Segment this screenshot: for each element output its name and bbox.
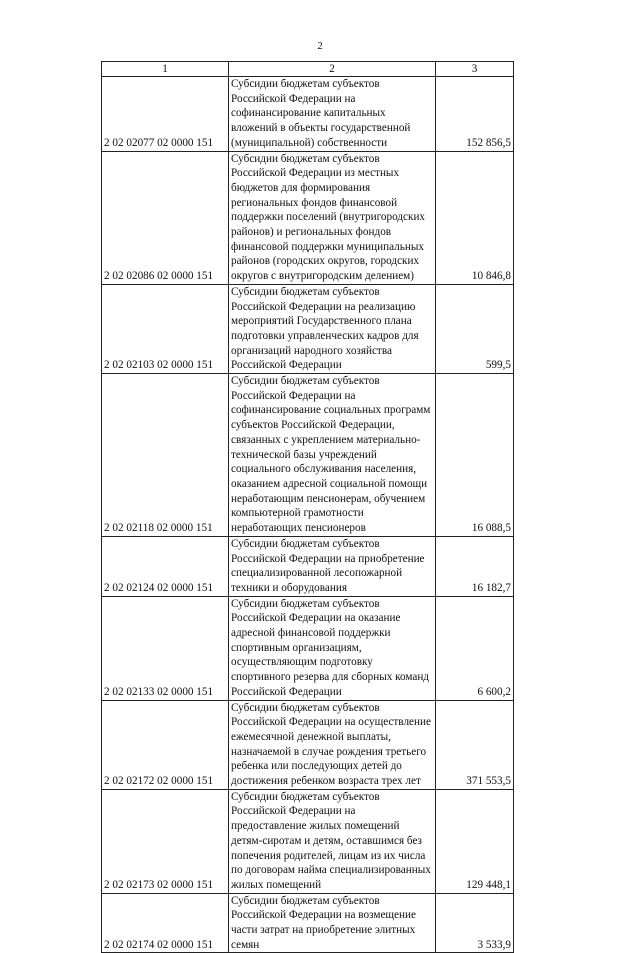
- description-cell: Субсидии бюджетам субъектов Российской Федерации на софинансирование капитальных вложений в объекты государственной (муниципальной) собственности: [229, 77, 436, 152]
- description-cell: Субсидии бюджетам субъектов Российской Федерации на софинансирование социальных программ субъектов Российской Федерации, связанных с укреплением материально-технической базы учреждений социального обслуживания населения, оказанием адресной социальной помощи неработающим пенсионерам, обучением компьютерной грамотности неработающих пенсионеров: [229, 374, 436, 537]
- budget-code-cell: 2 02 02174 02 0000 151: [102, 893, 229, 953]
- table-row: [102, 374, 514, 537]
- table-row: [102, 77, 514, 152]
- amount-cell: 16 182,7: [436, 536, 514, 596]
- budget-code-cell: 2 02 02124 02 0000 151: [102, 536, 229, 596]
- description-cell: Субсидии бюджетам субъектов Российской Федерации на осуществление ежемесячной денежной выплаты, назначаемой в случае рождения третьего ребенка или последующих детей до достижения ребенком возраста трех лет: [229, 700, 436, 789]
- table-body: [102, 77, 514, 953]
- table-row: [102, 596, 514, 700]
- description-cell: Субсидии бюджетам субъектов Российской Федерации на реализацию мероприятий Государственного плана подготовки управленческих кадров для организаций народного хозяйства Российской Федерации: [229, 284, 436, 373]
- budget-code-cell: 2 02 02133 02 0000 151: [102, 596, 229, 700]
- table-row: [102, 151, 514, 284]
- budget-table: [101, 61, 514, 953]
- amount-cell: 3 533,9: [436, 893, 514, 953]
- description-cell: Субсидии бюджетам субъектов Российской Федерации на возмещение части затрат на приобретение элитных семян: [229, 893, 436, 953]
- budget-code-cell: 2 02 02103 02 0000 151: [102, 284, 229, 373]
- amount-cell: 10 846,8: [436, 151, 514, 284]
- budget-code-cell: 2 02 02172 02 0000 151: [102, 700, 229, 789]
- budget-code-cell: 2 02 02077 02 0000 151: [102, 77, 229, 152]
- budget-code-cell: 2 02 02173 02 0000 151: [102, 789, 229, 893]
- table-row: [102, 789, 514, 893]
- column-header-description: 2: [229, 62, 436, 77]
- table-row: [102, 893, 514, 953]
- amount-cell: 129 448,1: [436, 789, 514, 893]
- column-header-code: 1: [102, 62, 229, 77]
- table-row: [102, 536, 514, 596]
- budget-code-cell: 2 02 02118 02 0000 151: [102, 374, 229, 537]
- table-row: [102, 700, 514, 789]
- table-row: [102, 284, 514, 373]
- description-cell: Субсидии бюджетам субъектов Российской Федерации на приобретение специализированной лесопожарной техники и оборудования: [229, 536, 436, 596]
- amount-cell: 152 856,5: [436, 77, 514, 152]
- amount-cell: 16 088,5: [436, 374, 514, 537]
- table-header: [102, 62, 514, 77]
- amount-cell: 371 553,5: [436, 700, 514, 789]
- description-cell: Субсидии бюджетам субъектов Российской Федерации на предоставление жилых помещений детям-сиротам и детям, оставшимся без попечения родителей, лицам из их числа по договорам найма специализированных жилых помещений: [229, 789, 436, 893]
- amount-cell: 6 600,2: [436, 596, 514, 700]
- column-header-amount: 3: [436, 62, 514, 77]
- description-cell: Субсидии бюджетам субъектов Российской Федерации из местных бюджетов для формирования региональных фондов финансовой поддержки поселений (внутригородских районов) и региональных фондов финансовой поддержки муниципальных районов (городских округов, городских округов с внутригородским делением): [229, 151, 436, 284]
- page-number: 2: [317, 40, 323, 52]
- amount-cell: 599,5: [436, 284, 514, 373]
- description-cell: Субсидии бюджетам субъектов Российской Федерации на оказание адресной финансовой поддержки спортивным организациям, осуществляющим подготовку спортивного резерва для сборных команд Российской Федерации: [229, 596, 436, 700]
- budget-code-cell: 2 02 02086 02 0000 151: [102, 151, 229, 284]
- header-row: [102, 62, 514, 77]
